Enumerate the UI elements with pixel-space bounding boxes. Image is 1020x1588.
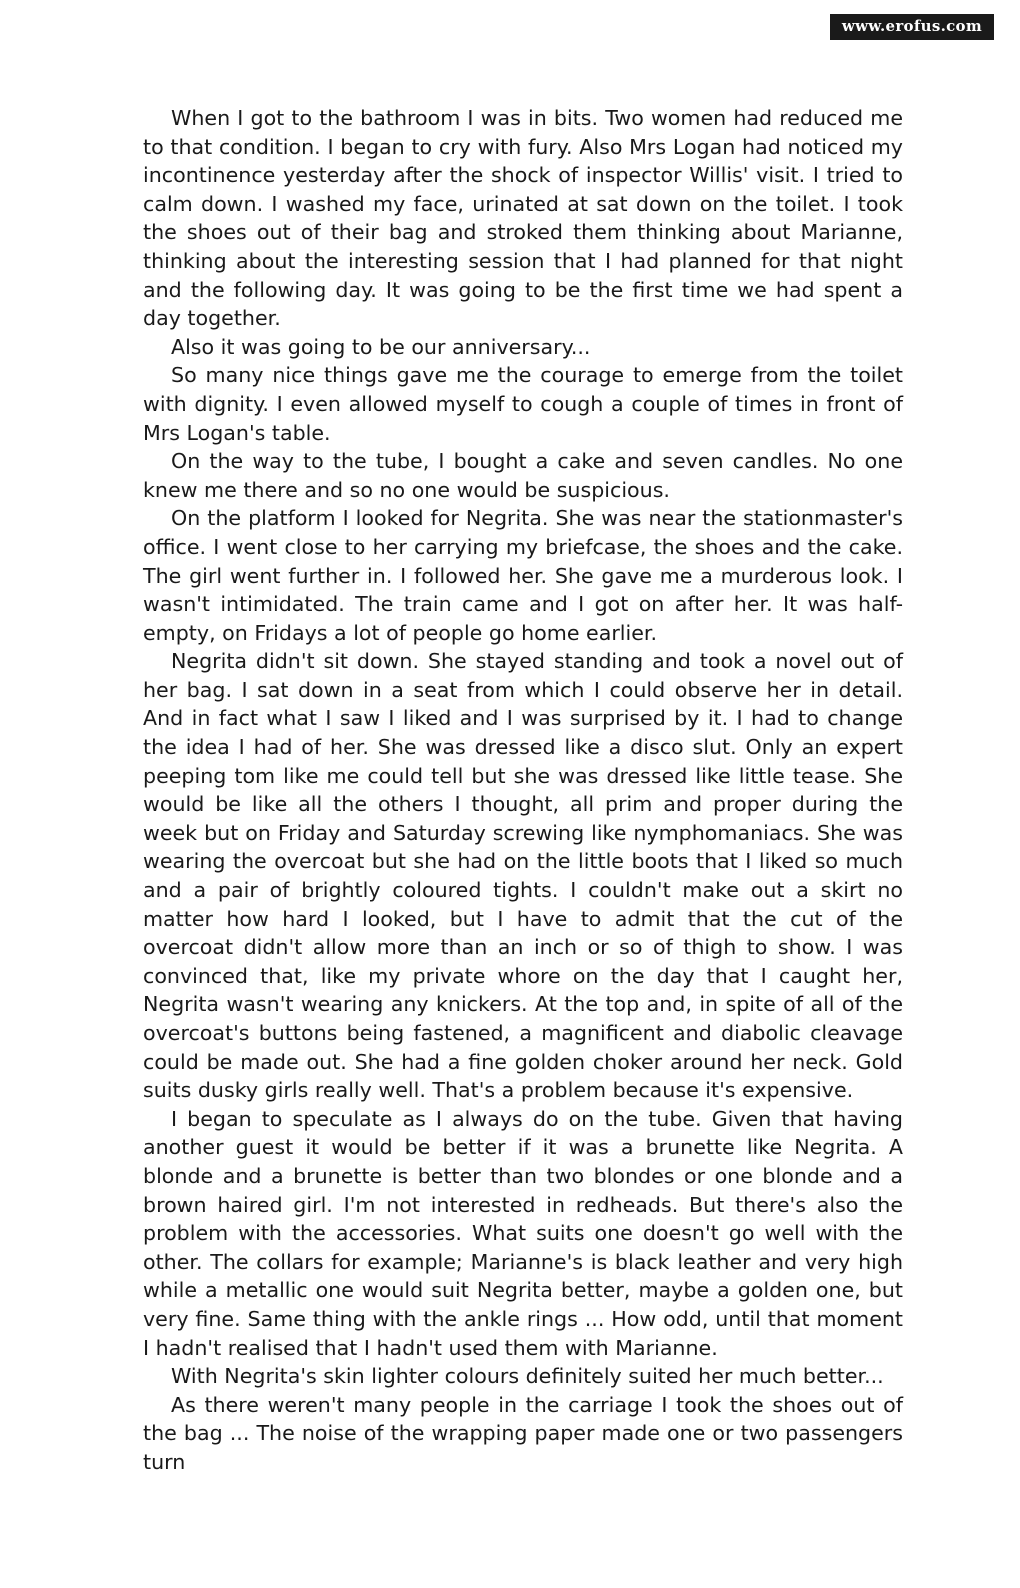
paragraph-8: With Negrita's skin lighter colours definitely suited her much better... bbox=[171, 1364, 884, 1389]
paragraph-1: When I got to the bathroom I was in bits. Two women had reduced me to that condition. I began to cry with fury. Also Mrs Logan had noticed my incontinence yesterday after the shock of inspector Willis' visit. I tried to calm down. I washed my face, urinated at sat down on the toilet. I took the shoes out of their bag and stroked them thinking about Marianne, thinking about the interesting session that I had planned for that night and the following day. It was going to be the first time we had spent a day together. bbox=[143, 106, 903, 331]
paragraph-5: On the platform I looked for Negrita. She was near the stationmaster's office. I went close to her carrying my briefcase, the shoes and the cake. The girl went further in. I followed her. She gave me a murderous look. I wasn't intimidated. The train came and I got on after her. It was half-empty, on Fridays a lot of people go home earlier. bbox=[143, 506, 903, 645]
paragraph-3: So many nice things gave me the courage to emerge from the toilet with dignity. I even allowed myself to cough a couple of times in front of Mrs Logan's table. bbox=[143, 363, 903, 445]
paragraph-9: As there weren't many people in the carriage I took the shoes out of the bag ... The noise of the wrapping paper made one or two passengers turn bbox=[143, 1392, 903, 1474]
paragraph-6: Negrita didn't sit down. She stayed standing and took a novel out of her bag. I sat down in a seat from which I could observe her in detail. And in fact what I saw I liked and I was surprised by it. I had to change the idea I had of her. She was dressed like a disco slut. Only an expert peeping tom like me could tell but she was dressed like little tease. She would be like all the others I thought, all prim and proper during the week but on Friday and Saturday screwing like nymphomaniacs. She was wearing the overcoat but she had on the little boots that I liked so much and a pair of brightly coloured tights. I couldn't make out a skirt no matter how hard I looked, but I have to admit that the cut of the overcoat didn't allow more than an inch or so of thigh to show. I was convinced that, like my private whore on the day that I caught her, Negrita wasn't wearing any knickers. At the top and, in spite of all of the overcoat's buttons being fastened, a magnificent and diabolic cleavage could be made out. She had a fine golden choker around her neck. Gold suits dusky girls really well. That's a problem because it's expensive. bbox=[143, 649, 903, 1103]
paragraph-7: I began to speculate as I always do on the tube. Given that having another guest it would be better if it was a brunette like Negrita. A blonde and a brunette is better than two blondes or one blonde and a brown haired girl. I'm not interested in redheads. But there's also the problem with the accessories. What suits one doesn't go well with the other. The collars for example; Marianne's is black leather and very high while a metallic one would suit Negrita better, maybe a golden one, but very fine. Same thing with the ankle rings ... How odd, until that moment I hadn't realised that I hadn't used them with Marianne. bbox=[143, 1106, 903, 1360]
paragraph-2: Also it was going to be our anniversary... bbox=[171, 334, 591, 359]
paragraph-4: On the way to the tube, I bought a cake and seven candles. No one knew me there and so no one would be suspicious. bbox=[143, 449, 903, 502]
site-watermark: www.erofus.com bbox=[830, 14, 994, 40]
document-page bbox=[143, 104, 903, 1477]
